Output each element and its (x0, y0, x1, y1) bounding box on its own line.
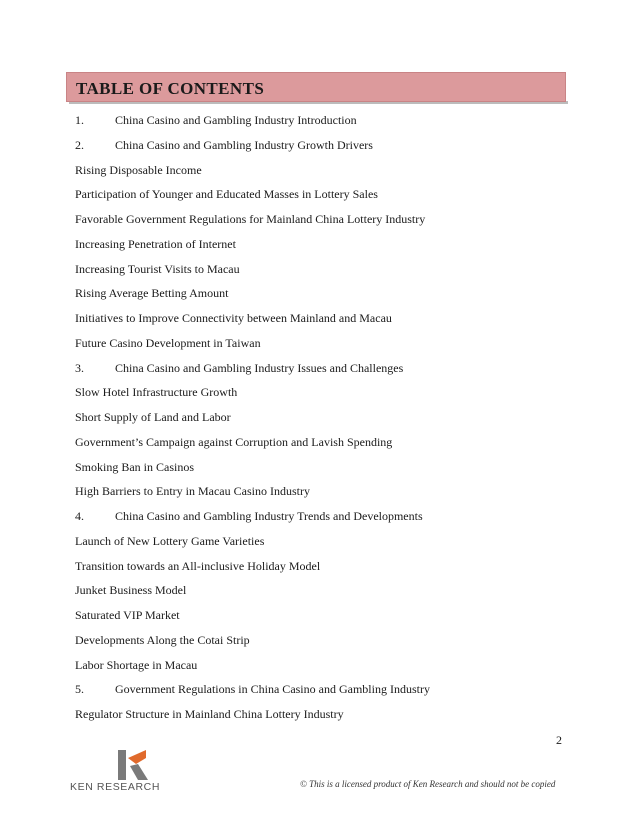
toc-entry-text: Government’s Campaign against Corruption and Lavish Spending (75, 434, 393, 449)
toc-entry[interactable] (75, 311, 575, 336)
toc-entry[interactable] (75, 460, 575, 485)
toc-entry-text: Smoking Ban in Casinos (75, 459, 195, 474)
page-number: 2 (556, 733, 562, 747)
ken-research-logo (70, 748, 180, 796)
toc-entry-text: Increasing Penetration of Internet (75, 236, 236, 251)
toc-entry-text: High Barriers to Entry in Macau Casino Industry (75, 484, 310, 499)
toc-entry[interactable] (75, 608, 575, 633)
toc-entry[interactable] (75, 583, 575, 608)
toc-entry[interactable] (75, 138, 575, 163)
toc-entry[interactable] (75, 707, 575, 732)
toc-entry-number: 3. (75, 360, 84, 375)
toc-title: TABLE OF CONTENTS (76, 79, 265, 98)
toc-entry-text: China Casino and Gambling Industry Introduction (115, 113, 357, 127)
toc-entry-text: Labor Shortage in Macau (75, 657, 198, 672)
toc-entry-text: Favorable Government Regulations for Mainland China Lottery Industry (75, 212, 426, 226)
toc-entry-number: 5. (75, 682, 84, 697)
toc-header-band (66, 72, 566, 102)
toc-entry-text: Rising Average Betting Amount (75, 286, 229, 301)
toc-entry[interactable] (75, 336, 575, 361)
toc-list (75, 113, 575, 732)
toc-entry-text: China Casino and Gambling Industry Trends and Developments (115, 509, 423, 523)
toc-entry[interactable] (75, 237, 575, 262)
toc-entry-text: Transition towards an All-inclusive Holiday Model (75, 558, 321, 573)
toc-entry[interactable] (75, 113, 575, 138)
toc-entry[interactable] (75, 212, 575, 237)
toc-entry[interactable] (75, 435, 575, 460)
ken-research-logo-icon (114, 748, 154, 782)
toc-entry[interactable] (75, 361, 575, 386)
toc-entry-text: Developments Along the Cotai Strip (75, 632, 250, 647)
toc-entry[interactable] (75, 484, 575, 509)
toc-entry-number: 1. (75, 113, 84, 127)
toc-entry-number: 4. (75, 509, 84, 523)
toc-entry-text: Launch of New Lottery Game Varieties (75, 533, 265, 548)
toc-entry[interactable] (75, 163, 575, 188)
copyright-notice: © This is a licensed product of Ken Research and should not be copied (300, 779, 556, 789)
toc-entry-text: Future Casino Development in Taiwan (75, 335, 261, 350)
toc-entry-text: Participation of Younger and Educated Masses in Lottery Sales (75, 187, 378, 202)
toc-entry-text: Increasing Tourist Visits to Macau (75, 261, 240, 276)
toc-entry-text: Short Supply of Land and Labor (75, 410, 231, 424)
toc-entry[interactable] (75, 509, 575, 534)
toc-entry[interactable] (75, 187, 575, 212)
toc-entry-text: China Casino and Gambling Industry Growth Drivers (115, 137, 373, 152)
toc-entry-number: 2. (75, 137, 84, 152)
toc-entry-text: China Casino and Gambling Industry Issues and Challenges (115, 360, 404, 375)
toc-entry-text: Junket Business Model (75, 583, 187, 598)
logo-text: KEN RESEARCH (70, 781, 161, 793)
toc-entry-text: Rising Disposable Income (75, 162, 202, 177)
toc-entry[interactable] (75, 658, 575, 683)
toc-entry-text: Saturated VIP Market (75, 608, 180, 622)
toc-entry[interactable] (75, 682, 575, 707)
toc-entry-text: Slow Hotel Infrastructure Growth (75, 385, 238, 400)
toc-entry[interactable] (75, 633, 575, 658)
toc-entry[interactable] (75, 385, 575, 410)
toc-entry[interactable] (75, 410, 575, 435)
toc-entry[interactable] (75, 286, 575, 311)
toc-entry[interactable] (75, 262, 575, 287)
toc-entry[interactable] (75, 559, 575, 584)
toc-entry-text: Regulator Structure in Mainland China Lottery Industry (75, 707, 344, 721)
toc-entry-text: Initiatives to Improve Connectivity between Mainland and Macau (75, 311, 392, 325)
toc-entry[interactable] (75, 534, 575, 559)
toc-entry-text: Government Regulations in China Casino and Gambling Industry (115, 682, 430, 697)
